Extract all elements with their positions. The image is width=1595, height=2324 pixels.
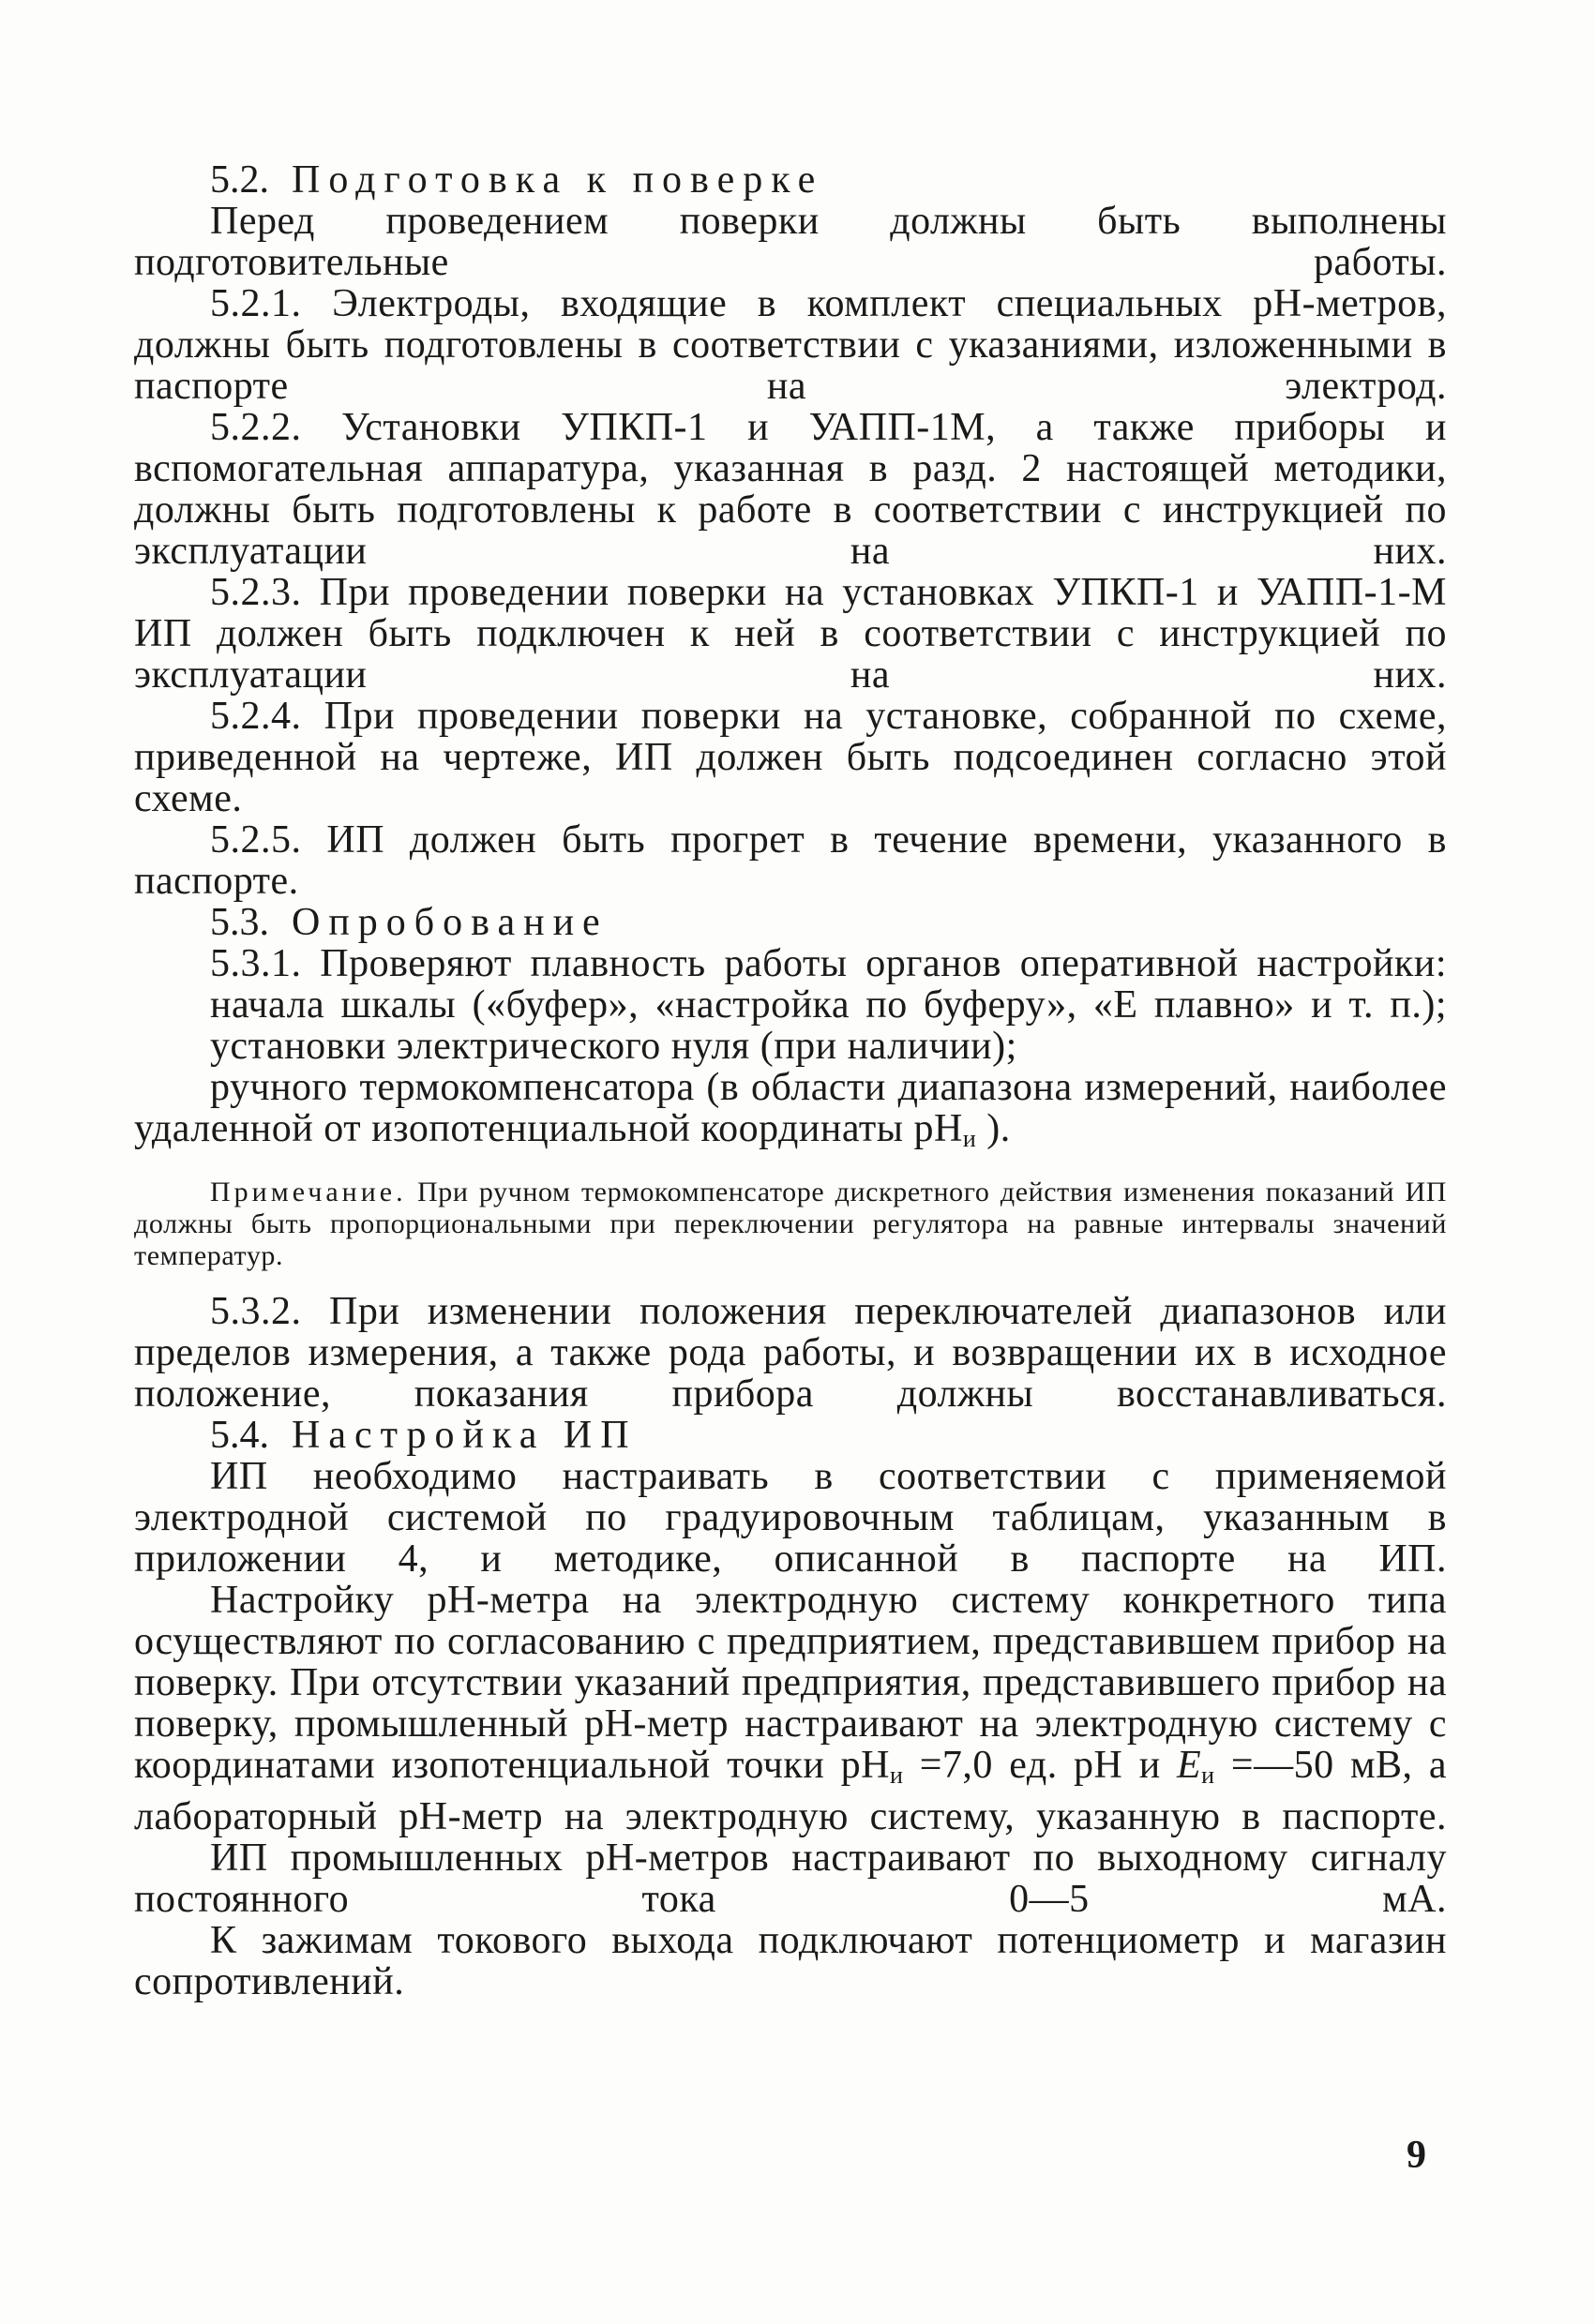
list-item: ручного термокомпенсатора (в области диапазона измерений, наиболее удаленной от изопотенциальной координаты $pH_и$ ). (134, 1066, 1447, 1152)
paragraph: Перед проведением поверки должны быть выполнены подготовительные работы. (134, 200, 1447, 284)
list-item: начала шкалы («буфер», «настройка по буферу», «Е плавно» и т. п.); (210, 983, 1447, 1027)
paragraph-5-2-3: 5.2.3. При проведении поверки на установках УПКП-1 и УАПП-1-М ИП должен быть подключен к ней в соответствии с инструкцией по эксплуатации на них. (134, 571, 1447, 697)
section-title: Подготовка к поверке (292, 158, 824, 202)
paragraph-5-2-1: 5.2.1. Электроды, входящие в комплект специальных pH-метров, должны быть подготовлены в соответствии с указаниями, изложенными в паспорте на электрод. (134, 282, 1447, 408)
paragraph: К зажимам токового выхода подключают потенциометр и магазин сопротивлений. (134, 1919, 1447, 2003)
paragraph-5-2-4: 5.2.4. При проведении поверки на установке, собранной по схеме, приведенной на чертеже, ИП должен быть подсоединен согласно этой схеме. (134, 695, 1447, 820)
paragraph-5-3-1: 5.3.1. Проверяют плавность работы органов оперативной настройки: (210, 942, 1447, 985)
section-title: Опробование (292, 901, 609, 944)
paragraph: ИП необходимо настраивать в соответствии с применяемой электродной системой по градуировочным таблицам, указанным в приложении 4, и методике, описанной в паспорте на ИП. (134, 1455, 1447, 1581)
page-content (134, 159, 1447, 2002)
section-title: Настройка ИП (292, 1414, 638, 1457)
section-heading-5-2: 5.2. Подготовка к поверке (210, 158, 824, 202)
section-heading-5-4: 5.4. Настройка ИП (210, 1414, 638, 1457)
note-text: При ручном термокомпенсаторе дискретного действия изменения показаний ИП должны быть пропорциональными при переключении регулятора на равные интервалы значений температур. (134, 1177, 1447, 1271)
paragraph-5-2-5: 5.2.5. ИП должен быть прогрет в течение времени, указанного в паспорте. (134, 818, 1447, 903)
paragraph: Настройку pH-метра на электродную систему конкретного типа осуществляют по согласованию с предприятием, представившем прибор на поверку. При отсутствии указаний предприятия, представившего прибор на поверку, промышленный pH-метр настраивают на электродную систему с координатами изопотенциальной точки $pH_и =7,0$ ед. pH и $E_и$ =—50 мВ, а лабораторный pH-метр на электродную систему, указанную в паспорте. (134, 1579, 1448, 1838)
note (134, 1177, 1447, 1272)
paragraph: ИП промышленных pH-метров настраивают по выходному сигналу постоянного тока 0—5 мА. (134, 1837, 1447, 1921)
section-heading-5-3: 5.3. Опробование (210, 901, 609, 944)
list-item: установки электрического нуля (при наличии); (210, 1025, 1017, 1068)
page-number: 9 (1407, 2134, 1426, 2177)
note-lead: Примечание. (210, 1177, 407, 1207)
paragraph-5-3-2: 5.3.2. При изменении положения переключателей диапазонов или пределов измерения, а также рода работы, и возвращении их в исходное положение, показания прибора должны восстанавливаться. (134, 1290, 1447, 1416)
paragraph-5-2-2: 5.2.2. Установки УПКП-1 и УАПП-1М, а также приборы и вспомогательная аппаратура, указанная в разд. 2 настоящей методики, должны быть подготовлены к работе в соответствии с инструкцией по эксплуатации на них. (134, 406, 1447, 573)
